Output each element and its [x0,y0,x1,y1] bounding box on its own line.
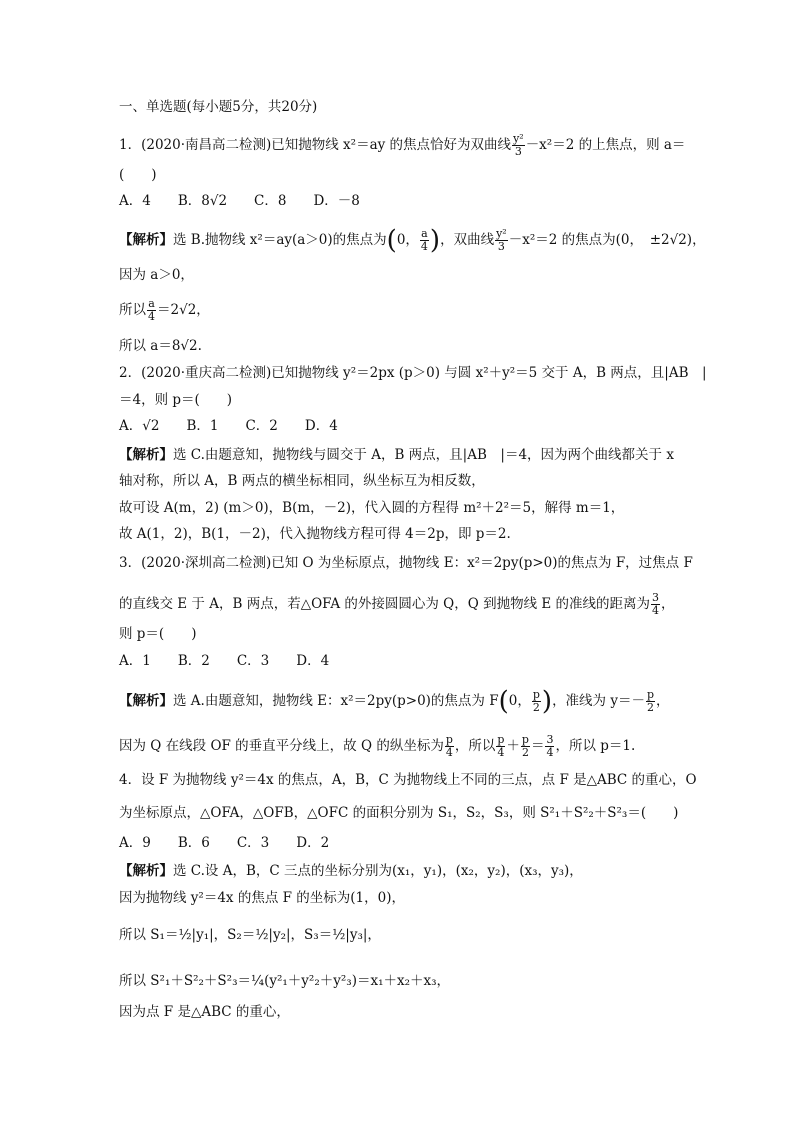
question-4-line3: 所以 S₁＝½|y₁|，S₂＝½|y₂|，S₃＝½|y₃|， [119,927,381,943]
question-1-paren: ( ) [119,167,157,183]
question-2-stem2: ＝4，则 p＝( ) [119,392,233,408]
question-3-stem3: 则 p＝( ) [119,626,197,642]
question-1-analysis: 【解析】选 B.抛物线 x²＝ay(a＞0)的焦点为(0， $\frac{a}{4}$ )，双曲线 $\frac{\text{y²}}{3}$ －x²＝2 的焦点为(0， ±2√2)， [119,225,706,256]
question-4-stem1: 4．设 F 为抛物线 y²＝4x 的焦点，A，B，C 为抛物线上不同的三点，点 F 是△ABC 的重心，O [119,772,697,788]
question-4-line4: 所以 S²₁＋S²₂＋S²₃＝¼(y²₁＋y²₂＋y²₃)＝x₁＋x₂＋x₃， [119,973,451,989]
question-1-line4: 所以 a＝8√2. [119,338,202,354]
question-3-options: A．1 B．2 C．3 D．4 [119,653,330,669]
question-2-line4: 故 A(1，2)，B(1，－2)，代入抛物线方程可得 4＝2p，即 p＝2. [119,526,511,542]
question-2-line2: 轴对称，所以 A，B 两点的横坐标相同，纵坐标互为相反数， [119,473,485,489]
question-1-line2: 因为 a＞0， [119,267,194,283]
analysis-label: 【解析】 [119,232,173,248]
question-2-stem: 2．(2020·重庆高二检测)已知抛物线 y²＝2px (p＞0) 与圆 x²＋y²＝5 交于 A，B 两点，且|AB | [119,365,707,381]
question-3-stem1: 3．(2020·深圳高二检测)已知 O 为坐标原点，抛物线 E：x²＝2py(p>0)的焦点为 F，过焦点 F [119,555,693,571]
question-1-line3: 所以 $\frac{a}{4}$ ＝2√2， [119,297,210,323]
question-2-analysis: 【解析】选 C.由题意知，抛物线与圆交于 A，B 两点，且|AB |＝4，因为两个曲线都关于 x [119,447,674,463]
question-2-line3: 故可设 A(m，2) (m＞0)，B(m，－2)，代入圆的方程得 m²＋2²＝5，解得 m＝1， [119,500,625,516]
question-4-options: A．9 B．6 C．3 D．2 [119,835,330,851]
question-1-stem: 1．(2020·南昌高二检测)已知抛物线 x²＝ay 的焦点恰好为双曲线 $\frac{\text{y²}}{3}$ －x²＝2 的上焦点，则 a＝ [119,132,686,158]
question-4-line2: 因为抛物线 y²＝4x 的焦点 F 的坐标为(1，0)， [119,890,405,906]
question-3-stem2: 的直线交 E 于 A，B 两点，若△OFA 的外接圆圆心为 Q，Q 到抛物线 E 的准线的距离为 $\frac{3}{4}$ ， [119,591,675,617]
question-1-options: A．4 B．8√2 C．8 D．－8 [119,193,360,209]
question-4-line5: 因为点 F 是△ABC 的重心， [119,1004,290,1020]
question-2-options: A．√2 B．1 C．2 D．4 [119,418,338,434]
question-4-stem2: 为坐标原点，△OFA，△OFB，△OFC 的面积分别为 S₁，S₂，S₃，则 S²₁＋S²₂＋S²₃＝( ) [119,805,679,821]
question-3-analysis: 【解析】选 A.由题意知，抛物线 E：x²＝2py(p>0)的焦点为 F(0， $\frac{p}{2}$ )，准线为 y＝－ $\frac{p}{2}$ ， [119,686,670,717]
section-title: 一、单选题(每小题5分，共20分) [119,99,318,115]
question-4-analysis: 【解析】选 C.设 A，B，C 三点的坐标分别为(x₁，y₁)，(x₂，y₂)，(x₃，y₃)， [119,863,583,879]
fraction-y2-over-3: $\frac{\text{y²}}{3}$ [513,132,524,158]
question-3-line2: 因为 Q 在线段 OF 的垂直平分线上，故 Q 的纵坐标为 $\frac{p}{4}$ ，所以 $\frac{p}{4}$ ＋ $\frac{p}{2}$ ＝ $\frac{3}{4}$ ，所以 p＝1. [119,733,636,759]
